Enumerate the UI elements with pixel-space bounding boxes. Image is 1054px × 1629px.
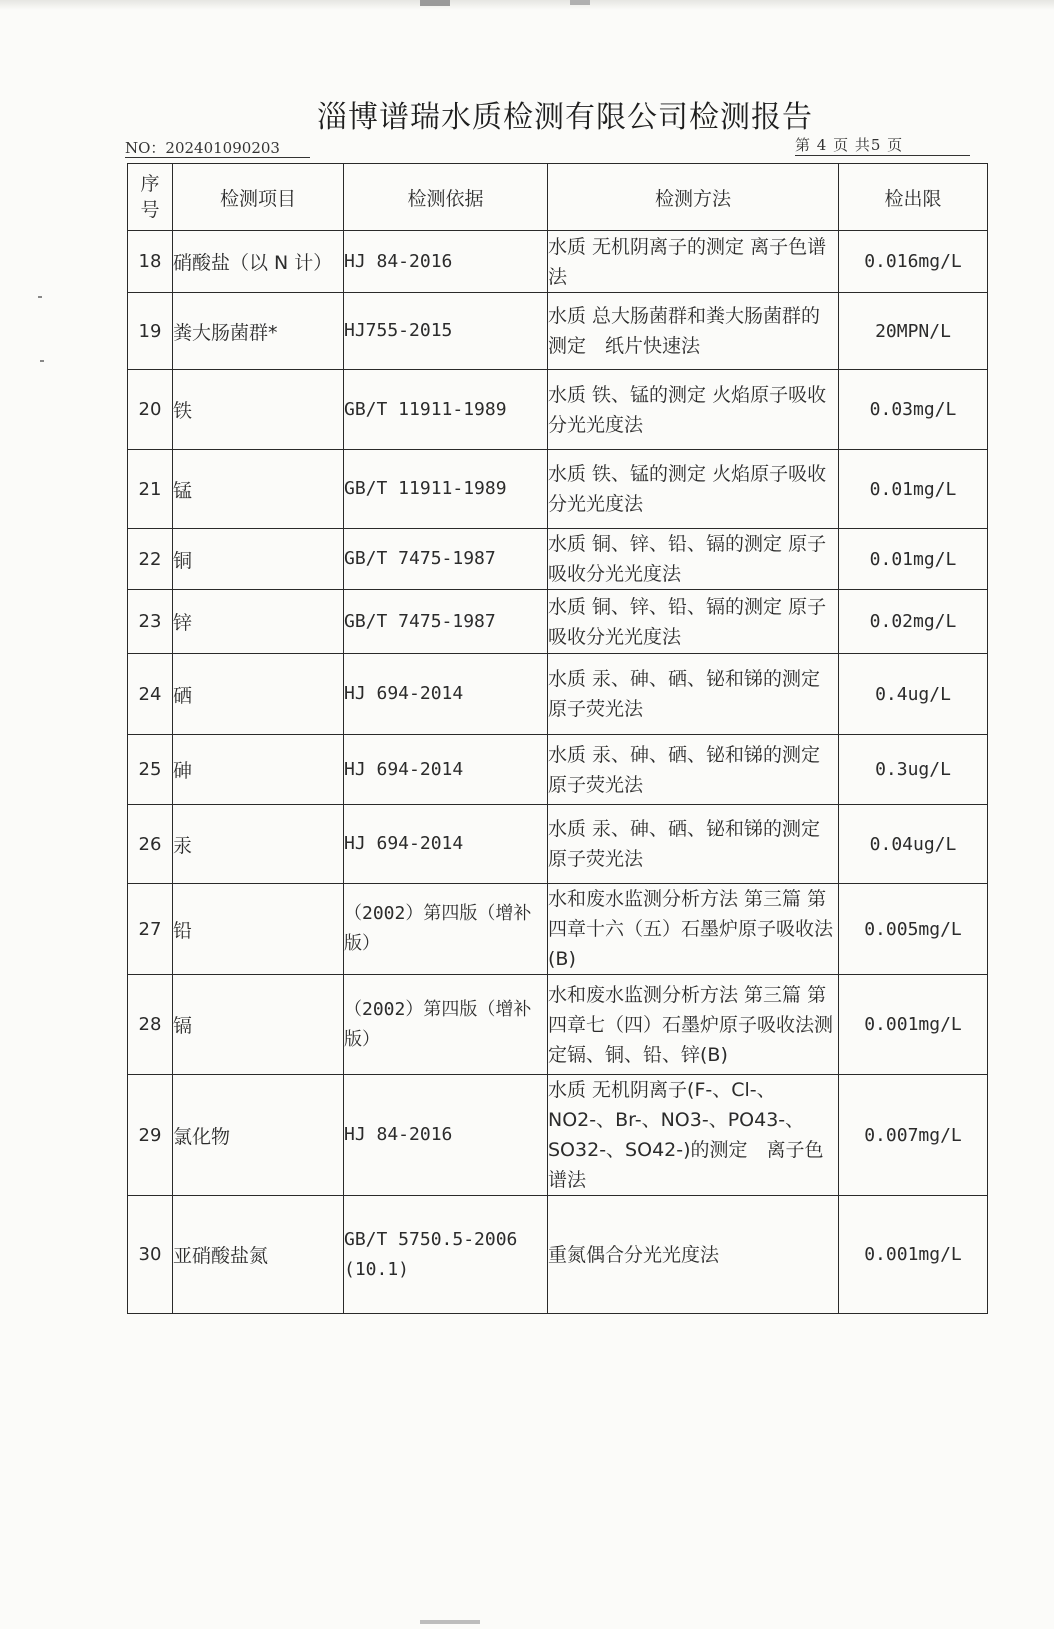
page-indicator: 第 4 页 共5 页	[795, 135, 970, 156]
row-number: 28	[128, 975, 173, 1075]
row-number: 23	[128, 590, 173, 654]
scan-edge	[0, 0, 1054, 10]
test-method: 水质 铜、锌、铅、镉的测定 原子吸收分光光度法	[548, 590, 839, 654]
test-basis: （2002）第四版（增补版）	[344, 884, 548, 975]
column-header-item: 检测项目	[173, 164, 344, 231]
detection-limit: 0.02mg/L	[839, 590, 988, 654]
table-row	[128, 590, 988, 654]
column-header-no: 序号	[128, 164, 173, 231]
detection-limit: 0.04ug/L	[839, 805, 988, 884]
test-basis: GB/T 7475-1987	[344, 590, 548, 654]
detection-limit: 0.005mg/L	[839, 884, 988, 975]
test-method: 水和废水监测分析方法 第三篇 第四章七（四）石墨炉原子吸收法测定镉、铜、铅、锌(B)	[548, 975, 839, 1075]
test-basis: HJ 694-2014	[344, 805, 548, 884]
test-basis: （2002）第四版（增补版）	[344, 975, 548, 1075]
column-header-limit: 检出限	[839, 164, 988, 231]
row-number: 24	[128, 654, 173, 735]
test-method: 水质 总大肠菌群和粪大肠菌群的测定 纸片快速法	[548, 293, 839, 370]
report-title: 淄博谱瑞水质检测有限公司检测报告	[317, 100, 813, 135]
table-row	[128, 884, 988, 975]
table-header-row	[128, 164, 988, 231]
row-number: 29	[128, 1075, 173, 1196]
test-item: 铜	[173, 529, 344, 590]
test-method: 水和废水监测分析方法 第三篇 第四章十六（五）石墨炉原子吸收法(B)	[548, 884, 839, 975]
row-number: 27	[128, 884, 173, 975]
test-basis: HJ 694-2014	[344, 735, 548, 805]
detection-limit: 0.03mg/L	[839, 370, 988, 450]
test-basis: GB/T 11911-1989	[344, 370, 548, 450]
scan-mark	[420, 0, 450, 6]
detection-limit: 0.01mg/L	[839, 450, 988, 529]
test-method: 水质 铁、锰的测定 火焰原子吸收分光光度法	[548, 370, 839, 450]
test-basis: HJ 84-2016	[344, 231, 548, 293]
test-item: 铅	[173, 884, 344, 975]
test-item: 粪大肠菌群*	[173, 293, 344, 370]
test-basis: HJ 84-2016	[344, 1075, 548, 1196]
test-method: 水质 铜、锌、铅、镉的测定 原子吸收分光光度法	[548, 529, 839, 590]
table-row	[128, 735, 988, 805]
test-item: 汞	[173, 805, 344, 884]
table-row	[128, 370, 988, 450]
detection-limit: 0.007mg/L	[839, 1075, 988, 1196]
row-number: 26	[128, 805, 173, 884]
row-number: 22	[128, 529, 173, 590]
detection-limit: 0.4ug/L	[839, 654, 988, 735]
column-header-basis: 检测依据	[344, 164, 548, 231]
test-item: 硒	[173, 654, 344, 735]
table-row	[128, 654, 988, 735]
table-row	[128, 231, 988, 293]
test-basis: GB/T 7475-1987	[344, 529, 548, 590]
test-item: 铁	[173, 370, 344, 450]
detection-limit: 0.016mg/L	[839, 231, 988, 293]
test-method: 水质 铁、锰的测定 火焰原子吸收分光光度法	[548, 450, 839, 529]
detection-limit: 0.3ug/L	[839, 735, 988, 805]
table-row	[128, 450, 988, 529]
detection-limit: 0.01mg/L	[839, 529, 988, 590]
test-item: 氯化物	[173, 1075, 344, 1196]
row-number: 21	[128, 450, 173, 529]
scan-mark	[570, 0, 590, 5]
test-method: 水质 汞、砷、硒、铋和锑的测定 原子荧光法	[548, 805, 839, 884]
table-row	[128, 975, 988, 1075]
row-number: 25	[128, 735, 173, 805]
row-number: 20	[128, 370, 173, 450]
test-basis: HJ 694-2014	[344, 654, 548, 735]
detection-limit: 0.001mg/L	[839, 975, 988, 1075]
test-basis: GB/T 11911-1989	[344, 450, 548, 529]
test-method: 水质 汞、砷、硒、铋和锑的测定 原子荧光法	[548, 735, 839, 805]
test-basis: HJ755-2015	[344, 293, 548, 370]
row-number: 18	[128, 231, 173, 293]
scan-speck	[40, 360, 44, 362]
test-method: 水质 无机阴离子(F-、Cl-、NO2-、Br-、NO3-、PO43-、SO32-、SO42-)的测定 离子色谱法	[548, 1075, 839, 1196]
report-number: NO：202401090203	[125, 139, 310, 158]
scan-mark	[420, 1620, 480, 1624]
table-row	[128, 293, 988, 370]
test-item: 硝酸盐（以 N 计）	[173, 231, 344, 293]
test-method: 重氮偶合分光光度法	[548, 1196, 839, 1314]
test-item: 锰	[173, 450, 344, 529]
test-item: 镉	[173, 975, 344, 1075]
table-row	[128, 529, 988, 590]
test-basis: GB/T 5750.5-2006 (10.1)	[344, 1196, 548, 1314]
row-number: 19	[128, 293, 173, 370]
test-method: 水质 无机阴离子的测定 离子色谱法	[548, 231, 839, 293]
table-row	[128, 1196, 988, 1314]
test-method: 水质 汞、砷、硒、铋和锑的测定 原子荧光法	[548, 654, 839, 735]
test-items-table	[127, 163, 988, 1314]
table-row	[128, 805, 988, 884]
column-header-method: 检测方法	[548, 164, 839, 231]
test-item: 砷	[173, 735, 344, 805]
row-number: 30	[128, 1196, 173, 1314]
detection-limit: 20MPN/L	[839, 293, 988, 370]
test-item: 锌	[173, 590, 344, 654]
scan-speck	[38, 296, 42, 298]
table-row	[128, 1075, 988, 1196]
test-item: 亚硝酸盐氮	[173, 1196, 344, 1314]
detection-limit: 0.001mg/L	[839, 1196, 988, 1314]
